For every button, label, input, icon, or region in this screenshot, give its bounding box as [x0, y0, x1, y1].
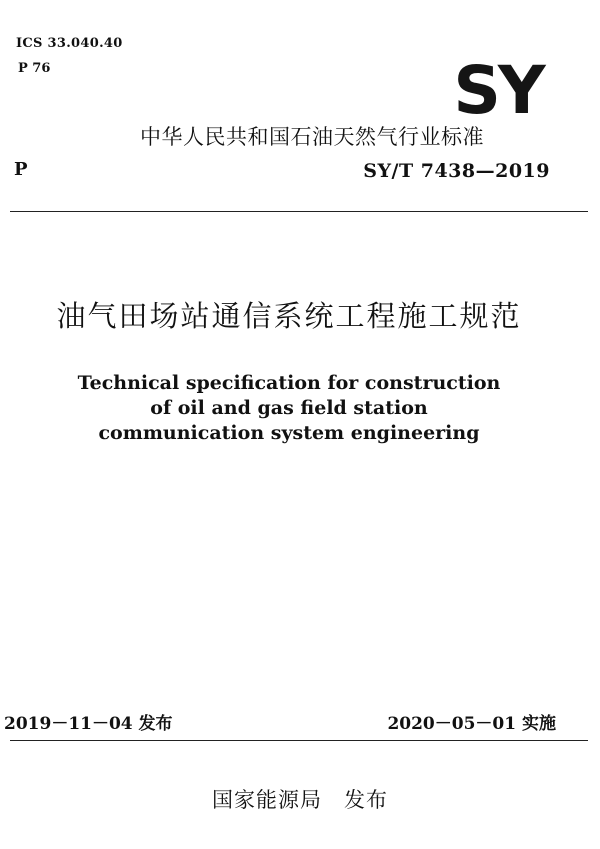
bottom-divider [10, 740, 588, 741]
ccs-code: P 76 [18, 61, 51, 76]
publisher: 国家能源局 发布 [212, 788, 388, 812]
english-title-line-2: of oil and gas field station [150, 397, 428, 419]
implementation-date: 2020－05－01 实施 [387, 714, 556, 734]
classification-letter: P [14, 159, 28, 180]
sy-logo: SY [453, 52, 543, 129]
chinese-title: 油气田场站通信系统工程施工规范 [56, 299, 522, 333]
top-divider [10, 211, 588, 212]
issue-date: 2019－11－04 发布 [4, 714, 173, 734]
standard-type-heading: 中华人民共和国石油天然气行业标准 [140, 125, 484, 149]
english-title-line-3: communication system engineering [98, 422, 480, 444]
english-title-line-1: Technical specification for construction [77, 372, 501, 394]
standard-number: SY/T 7438—2019 [363, 160, 550, 182]
ics-code: ICS 33.040.40 [16, 36, 123, 51]
